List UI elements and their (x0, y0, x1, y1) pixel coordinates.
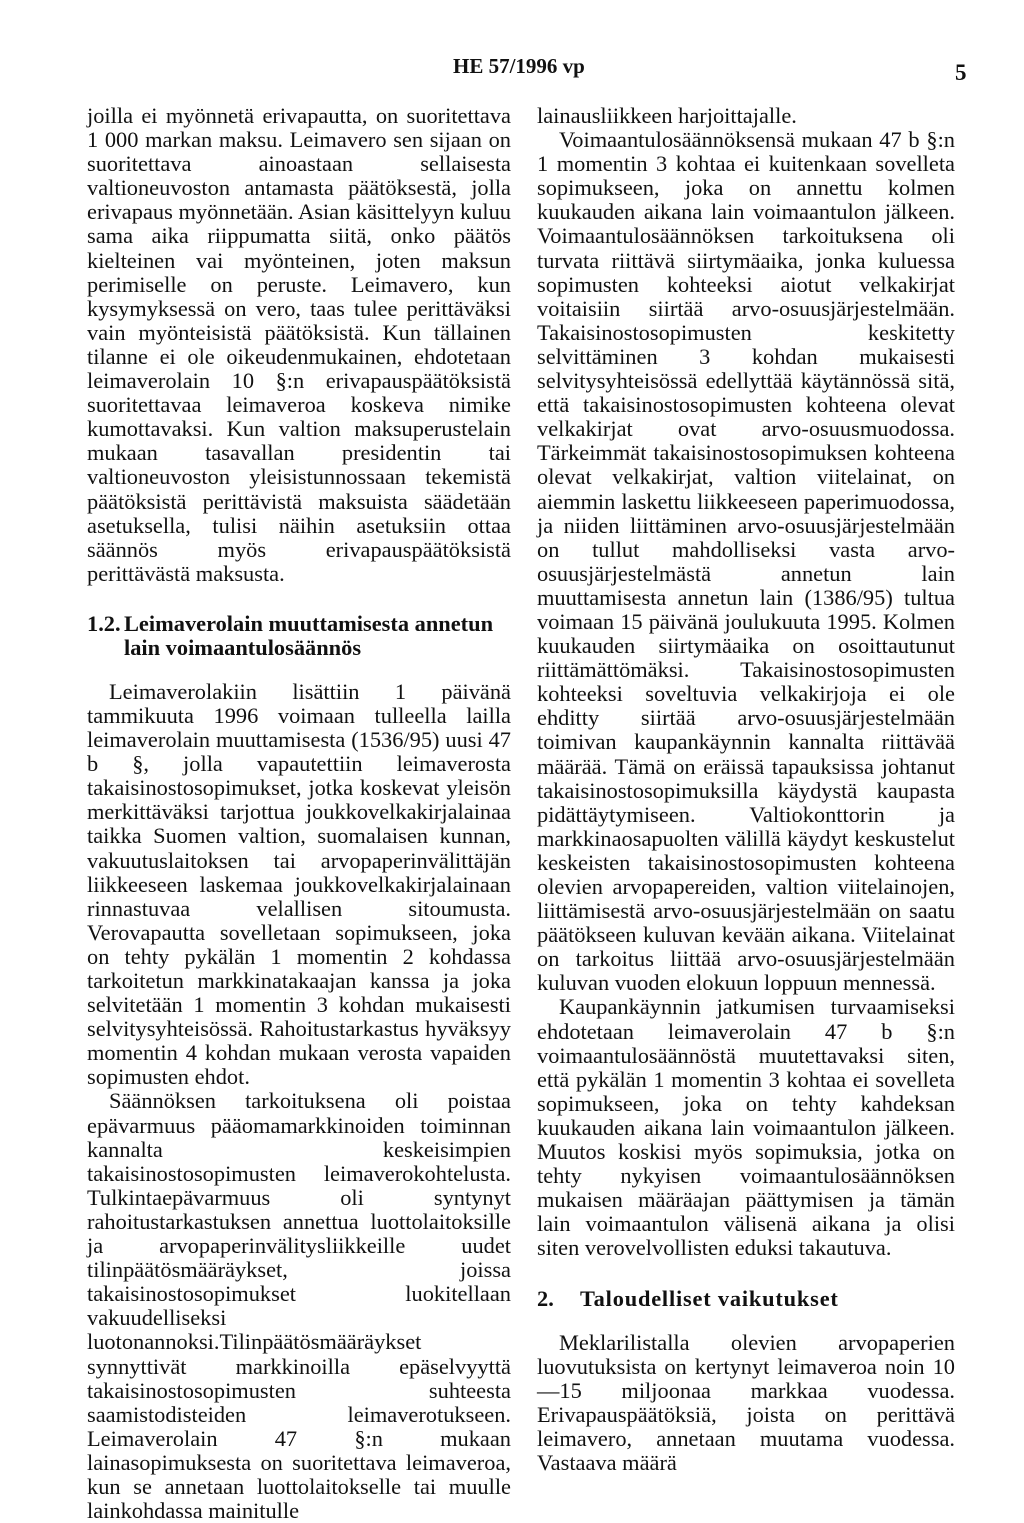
section-number: 1.2. (87, 610, 121, 636)
right-column (537, 104, 955, 1475)
paragraph-continuation: lainausliikkeen harjoittajalle. (537, 103, 797, 128)
document-id: HE 57/1996 vp (453, 54, 585, 78)
paragraph-saannoksen-tarkoitus: Säännöksen tarkoituksena oli poistaa epävarmuus pääomamarkkinoiden toiminnan kannalta keskeisimpien takaisinostosopimusten leimaverokohtelusta. Tulkintaepävarmuus oli syntynyt rahoitustarkastuksen annettua luottolaitoksille ja arvopaperinvälitysliikkeille uudet tilinpäätösmääräykset, joissa takaisinostosopimukset luokitellaan vakuudelliseksi luotonannoksi.Tilinpäätösmääräykset synnyttivät markkinoilla epäselvyyttä takaisinostosopimusten suhteesta saamistodisteiden leimaverotukseen. Leimaverolain 47 §:n mukaan lainasopimuksesta on suoritettava leimaveroa, kun se annetaan luottolaitokselle tai muulle lainkohdassa mainitulle (87, 1088, 511, 1523)
paragraph-kaupankaynnin-jatkuminen: Kaupankäynnin jatkumisen turvaamiseksi ehdotetaan leimaverolain 47 b §:n voimaantulosäännöstä muutettavaksi siten, että pykälän 1 momentin 3 kohtaa ei sovelleta sopimukseen, joka on tehty kahdeksan kuukauden aikana lain voimaantulon jälkeen. Muutos koskisi myös sopimuksia, jotka on tehty nykyisen voimaantulosäännöksen mukaisen määräajan päättymisen ja tämän lain voimaantulon välisenä aikana ja olisi siten verovelvollisten eduksi takautuva. (537, 994, 955, 1261)
page-header (0, 52, 1024, 92)
paragraph-voimaantulosaannos: Voimaantulosäännöksensä mukaan 47 b §:n 1 momentin 3 kohtaa ei kuitenkaan sovelleta sopimukseen, joka on annettu kolmen kuukauden aikana lain voimaantulon jälkeen. Voimaantulosäännöksen tarkoituksena oli turvata riittävä siirtymäaika, jonka kuluessa sopimusten kohteeksi aiotut velkakirjat voitaisiin siirtää arvo-osuusjärjestelmään. Takaisinostosopimusten keskitetty selvittäminen 3 kohdan mukaisesti selvitysyhteisössä edellyttää käytännössä sitä, että takaisinostosopimusten kohteena olevat velkakirjat ovat arvo-osuusmuodossa. Tärkeimmät takaisinostosopimuksen kohteena olevat velkakirjat, valtion viitelainat, on aiemmin laskettu liikkeeseen paperimuodossa, ja niiden liittäminen arvo-osuusjärjestelmään on tullut mahdolliseksi vasta arvo-osuusjärjestelmästä annetun lain muuttamisesta annetun lain (1386/95) tultua voimaan 15 päivänä joulukuuta 1995. Kolmen kuukauden siirtymäaika on osoittautunut riittämättömäksi. Takaisinostosopimusten kohteeksi soveltuvia velkakirjoja ei ole ehditty siirtää arvo-osuusjärjestelmään toimivan kaupankäynnin kannalta riittävää määrää. Tämä on eräissä tapauksissa johtanut takaisinostosopimuksilla käydystä kaupasta pidättäytymiseen. Valtiokonttorin ja markkinaosapuolten välillä käydyt keskustelut keskeisten takaisinostosopimusten kohteena olevien arvopapereiden, valtion viitelainojen, liittämisestä arvo-osuusjärjestelmään on saatu päätökseen kuluvan kevään aikana. Viitelainat on tarkoitus liittää arvo-osuusjärjestelmään kuluvan vuoden elokuun loppuun mennessä. (537, 127, 955, 996)
paragraph-taloudelliset-vaikutukset: Meklarilistalla olevien arvopaperien luovutuksista on kertynyt leimaveroa noin 10—15 miljoonaa markkaa vuodessa. Erivapauspäätöksiä, joista on perittävä leimavero, annetaan muutama vuodessa. Vastaava määrä (537, 1329, 955, 1475)
paragraph-erivapaus-maksu: joilla ei myönnetä erivapautta, on suoritettava 1 000 markan maksu. Leimavero sen sijaan on suoritettava ainoastaan sellaisesta valtioneuvoston antamasta päätöksestä, jolla erivapaus myönnetään. Asian käsittelyyn kuluu sama aika riippumatta siitä, onko päätös kielteinen vai myönteinen, joten maksun perimiselle on peruste. Leimavero, kun kysymyksessä on vero, taas tulee perittäväksi vain myönteisistä päätöksistä. Kun tällainen tilanne ei ole oikeudenmukainen, ehdotetaan leimaverolain 10 §:n erivapauspäätöksistä suoritettavaa leimaveroa koskeva nimike kumottavaksi. Kun valtion maksuperustelain mukaan tasavallan presidentin tai valtioneuvoston yleisistunnossaan tekemistä päätöksistä perittävistä maksuista säädetään asetuksella, tulisi näihin asetuksiin ottaa säännös myös erivapauspäätöksistä perittävästä maksusta. (87, 103, 511, 586)
section-heading-1-2 (87, 612, 511, 660)
section-number: 2. (537, 1285, 554, 1311)
paragraph-47b-lisays: Leimaverolakiin lisättiin 1 päivänä tammikuuta 1996 voimaan tulleella lailla leimaverolain muuttamisesta (1536/95) uusi 47 b §, jolla vapautettiin leimaverosta takaisinostosopimukset, jotka koskevat yleisön merkittäväksi tarjottua joukkovelkakirjalainaa taikka Suomen valtion, suomalaisen kunnan, vakuutuslaitoksen tai arvopaperinvälittäjän liikkeeseen laskemaa joukkovelkakirjalainaan rinnastuvaa velallisen sitoumusta. Verovapautta sovelletaan sopimukseen, joka on tehty pykälän 1 momentin 2 kohdassa tarkoitetun markkinatakaajan kanssa ja joka selvitetään 1 momentin 3 kohdan mukaisesti selvitysyhteisössä. Rahoitustarkastus hyväksyy momentin 4 kohdan mukaan verosta vapaiden sopimusten ehdot. (87, 678, 511, 1090)
section-heading-2 (537, 1287, 955, 1311)
page-number: 5 (955, 60, 967, 85)
section-title: Taloudelliset vaikutukset (580, 1285, 839, 1311)
section-title: Leimaverolain muuttamisesta annetun lain voimaantulosäännös (124, 610, 494, 660)
left-column (87, 104, 511, 1523)
